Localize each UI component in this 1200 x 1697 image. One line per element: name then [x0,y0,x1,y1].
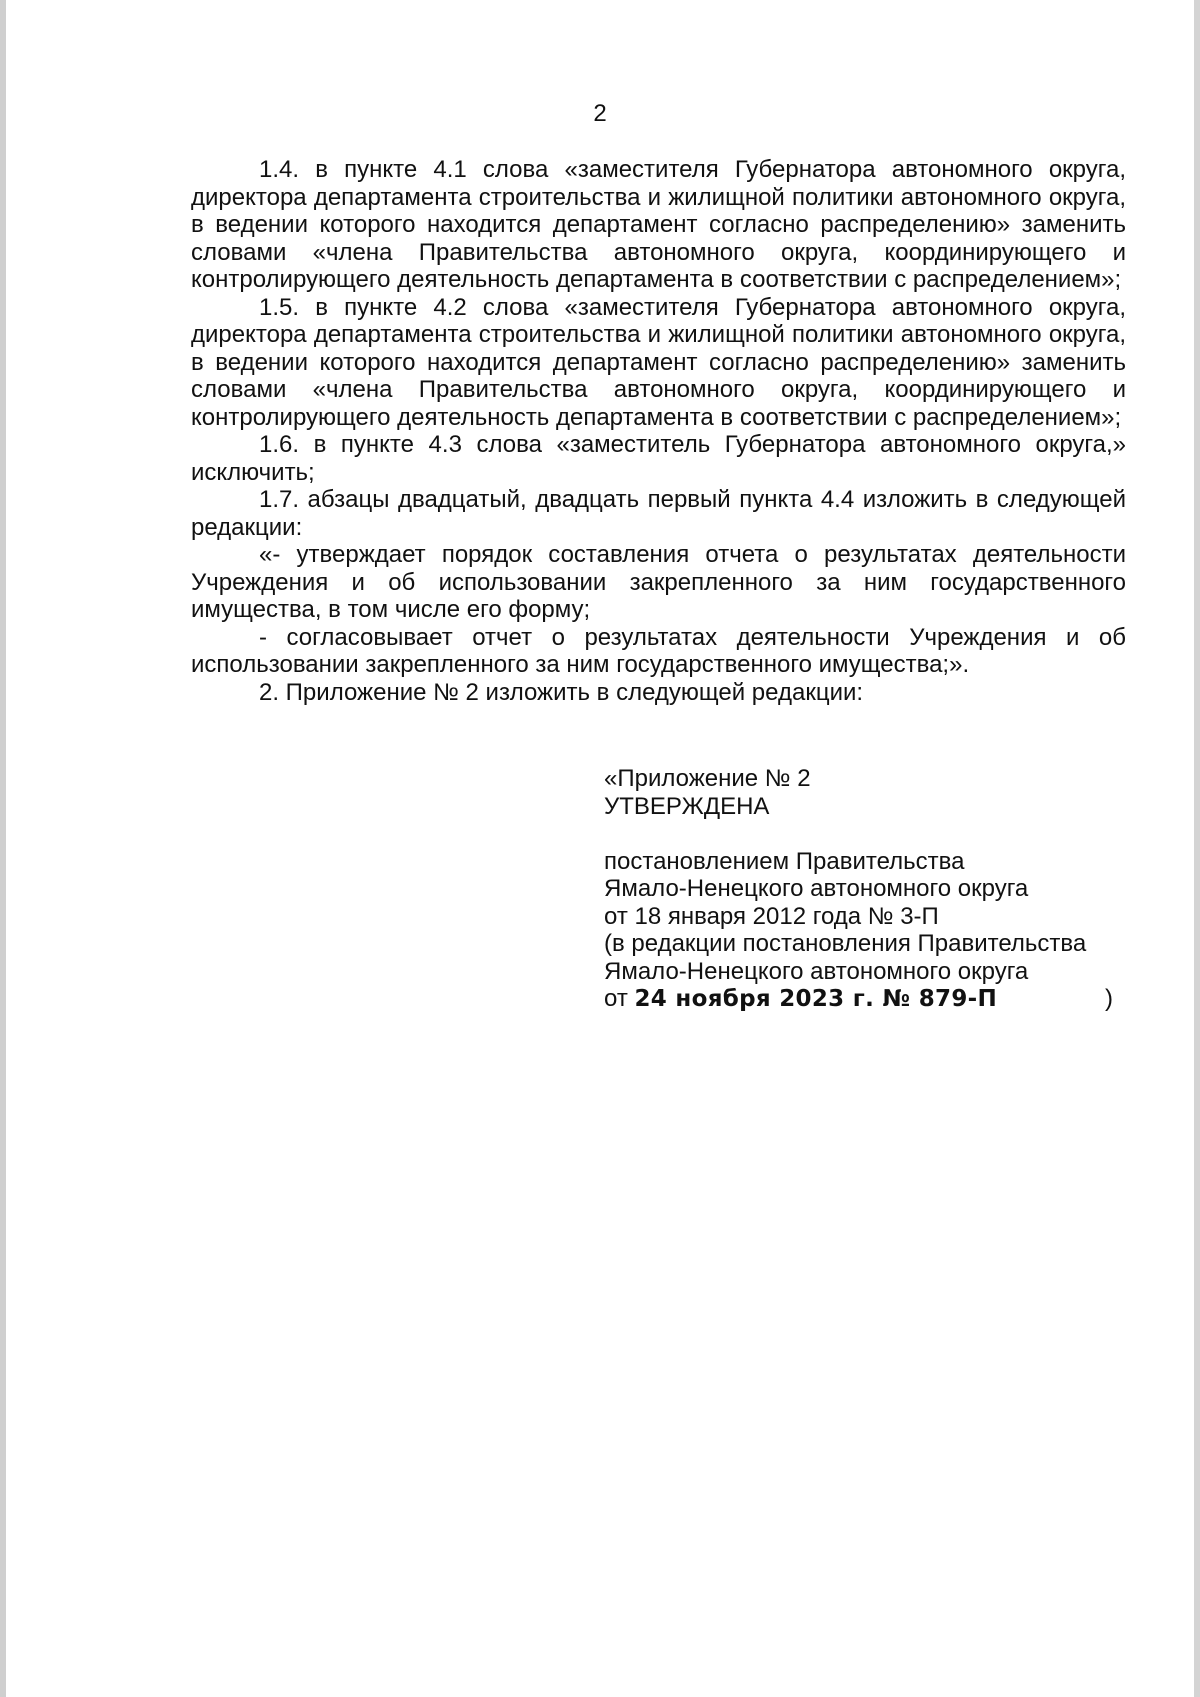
document-body [191,156,1126,706]
approved-label: УТВЕРЖДЕНА [604,792,770,820]
quoted-item-approve-report: «- утверждает порядок составления отчета о результатах деятельности Учреждения и об использовании закрепленного за ним государственного имущества, в том числе его форму; [191,541,1126,623]
paragraph-2: 2. Приложение № 2 изложить в следующей редакции: [259,678,864,706]
appendix-title: «Приложение № 2 [604,765,811,792]
paragraph-1-4: 1.4. в пункте 4.1 слова «заместителя Губернатора автономного округа, директора департамента строительства и жилищной политики автономного округа, в ведении которого находится департамент согласно распределению» заменить словами «члена Правительства автономного округа, координирующего и контролирующего деятельность департамента в соответствии с распределением»; [191,156,1126,293]
appendix-date-line [604,985,1113,1014]
spacer [604,820,1113,848]
appendix-line: Ямало-Ненецкого автономного округа [604,875,1029,902]
page-number: 2 [593,100,607,127]
paragraph-1-5: 1.5. в пункте 4.2 слова «заместителя Губернатора автономного округа, директора департамента строительства и жилищной политики автономного округа, в ведении которого находится департамент согласно распределению» заменить словами «члена Правительства автономного округа, координирующего и контролирующего деятельность департамента в соответствии с распределением»; [191,293,1126,431]
date-stamp: 24 ноября 2023 г. № 879-П [634,986,998,1012]
appendix-line: (в редакции постановления Правительства [604,930,1087,957]
scan-edge-right [1194,0,1200,1697]
date-prefix: от [604,985,628,1012]
closing-bracket: ) [1105,985,1114,1012]
paragraph-1-7: 1.7. абзацы двадцатый, двадцать первый пункта 4.4 изложить в следующей редакции: [191,486,1126,541]
scan-edge-left [0,0,6,1697]
appendix-line: постановлением Правительства [604,847,965,875]
appendix-line: от 18 января 2012 года № 3-П [604,902,939,930]
appendix-line: Ямало-Ненецкого автономного округа [604,957,1029,985]
paragraph-1-6: 1.6. в пункте 4.3 слова «заместитель Губернатора автономного округа,» исключить; [191,431,1126,486]
quoted-item-agree-report: - согласовывает отчет о результатах деятельности Учреждения и об использовании закрепленного за ним государственного имущества;». [191,623,1126,678]
appendix-header [604,765,1113,1014]
